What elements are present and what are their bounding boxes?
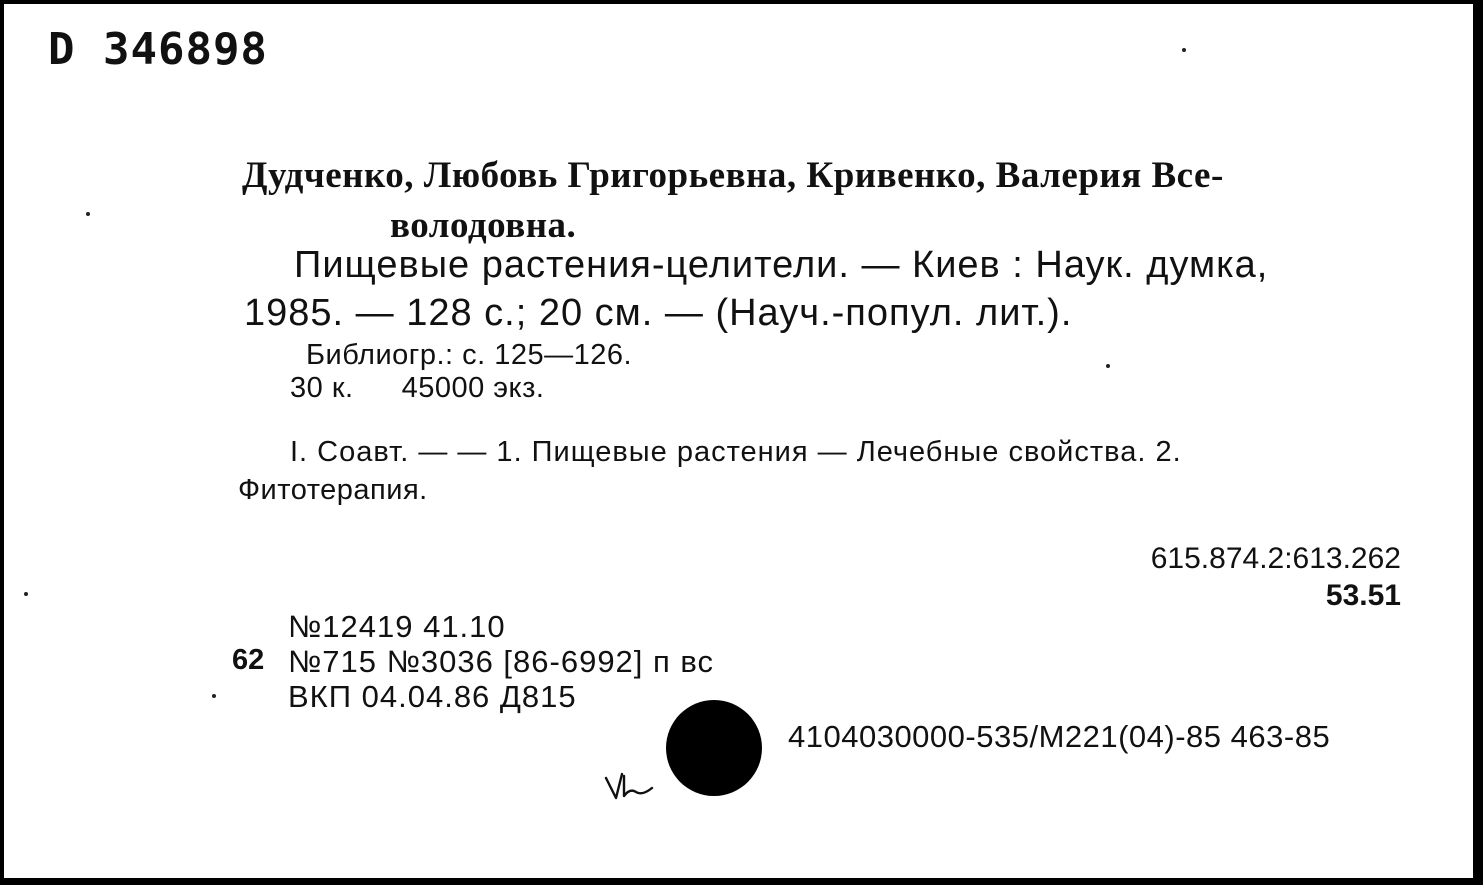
title-line-2: 1985. — 128 с.; 20 см. — (Науч.-попул. лит.). [244,292,1073,334]
speck [212,694,216,698]
registration-prefix: 62 [232,644,265,676]
subject-headings-line-2: Фитотерапия. [238,474,428,506]
call-number: D 346898 [48,24,268,75]
author-line-1: Дудченко, Любовь Григорьевна, Кривенко, Валерия Все- [242,155,1224,196]
registration-line-3: ВКП 04.04.86 Д815 [288,679,577,714]
speck [1182,48,1186,52]
publisher-code: 4104030000-535/М221(04)-85 463-85 [788,719,1331,754]
bibliography-note: Библиогр.: с. 125—126. [306,339,633,371]
speck [24,592,28,596]
speck [86,212,90,216]
registration-line-1: №12419 41.10 [288,609,506,644]
catalog-card [4,4,1473,878]
print-run: 45000 экз. [401,372,545,404]
price: 30 к. [290,372,354,404]
title-line-1: Пищевые растения-целители. — Киев : Наук. думка, [294,244,1269,286]
price-and-print-run [290,372,544,405]
handwritten-initials-icon [602,766,662,806]
speck [1106,364,1110,368]
punch-hole [666,700,762,796]
registration-line-2: №715 №3036 [86-6992] п вс [288,644,715,679]
author-line-2: володовна. [390,205,577,246]
bbk-classification: 53.51 [1325,579,1401,612]
subject-headings-line-1: I. Соавт. — — 1. Пищевые растения — Лечебные свойства. 2. [290,436,1182,468]
udc-classification: 615.874.2:613.262 [1150,542,1401,575]
